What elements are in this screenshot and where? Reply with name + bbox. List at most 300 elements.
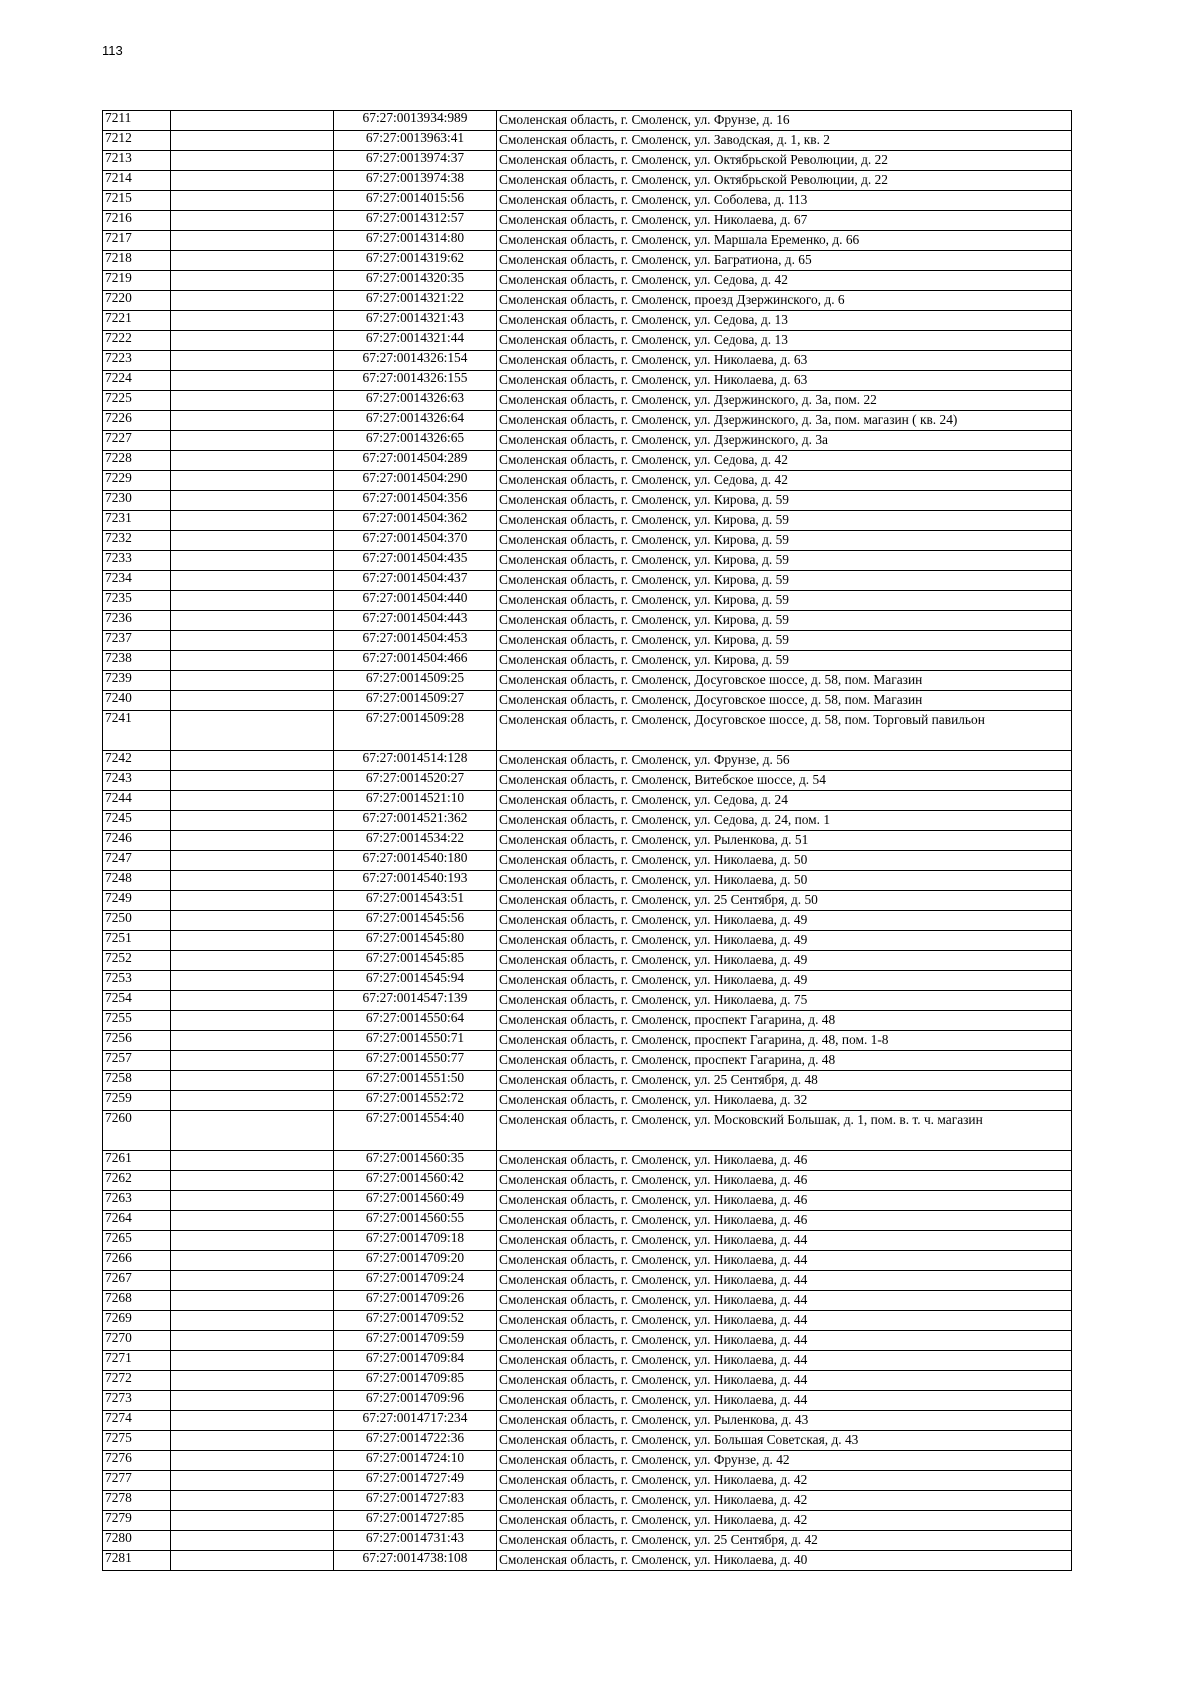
address-cell <box>497 1011 1072 1031</box>
empty-cell <box>171 391 334 411</box>
table-row <box>103 1491 1072 1511</box>
table-row <box>103 771 1072 791</box>
empty-cell <box>171 331 334 351</box>
cadastral-number-cell: 67:27:0014552:72 <box>334 1091 497 1111</box>
table-row <box>103 1111 1072 1151</box>
address-text: Смоленская область, г. Смоленск, ул. Московский Большак, д. 1, пом. в. т. ч. магазин <box>499 1112 983 1127</box>
cadastral-number-cell: 67:27:0014504:437 <box>334 571 497 591</box>
empty-cell <box>171 1171 334 1191</box>
cadastral-number-cell: 67:27:0014504:290 <box>334 471 497 491</box>
address-text: Смоленская область, г. Смоленск, ул. Большая Советская, д. 43 <box>499 1432 859 1447</box>
empty-cell <box>171 211 334 231</box>
address-cell <box>497 871 1072 891</box>
address-cell <box>497 1171 1072 1191</box>
address-cell <box>497 1431 1072 1451</box>
address-cell <box>497 891 1072 911</box>
empty-cell <box>171 691 334 711</box>
table-row <box>103 1351 1072 1371</box>
table-row <box>103 111 1072 131</box>
cadastral-number-cell: 67:27:0014709:96 <box>334 1391 497 1411</box>
empty-cell <box>171 471 334 491</box>
table-row <box>103 1171 1072 1191</box>
empty-cell <box>171 291 334 311</box>
empty-cell <box>171 1091 334 1111</box>
address-cell <box>497 611 1072 631</box>
address-cell <box>497 1451 1072 1471</box>
cadastral-number-cell: 67:27:0013934:989 <box>334 111 497 131</box>
cadastral-number-cell: 67:27:0013974:38 <box>334 171 497 191</box>
row-number-cell: 7222 <box>103 331 171 351</box>
address-cell <box>497 811 1072 831</box>
empty-cell <box>171 1391 334 1411</box>
address-text: Смоленская область, г. Смоленск, ул. Николаева, д. 44 <box>499 1372 808 1387</box>
property-registry-table <box>102 110 1072 1571</box>
row-number-cell: 7217 <box>103 231 171 251</box>
empty-cell <box>171 811 334 831</box>
row-number-cell: 7260 <box>103 1111 171 1151</box>
row-number-cell: 7266 <box>103 1251 171 1271</box>
empty-cell <box>171 951 334 971</box>
cadastral-number-cell: 67:27:0014709:24 <box>334 1271 497 1291</box>
row-number-cell: 7253 <box>103 971 171 991</box>
empty-cell <box>171 551 334 571</box>
address-cell <box>497 1351 1072 1371</box>
table-row <box>103 1511 1072 1531</box>
cadastral-number-cell: 67:27:0014540:193 <box>334 871 497 891</box>
row-number-cell: 7230 <box>103 491 171 511</box>
empty-cell <box>171 231 334 251</box>
empty-cell <box>171 1211 334 1231</box>
address-text: Смоленская область, г. Смоленск, Витебское шоссе, д. 54 <box>499 772 826 787</box>
empty-cell <box>171 1191 334 1211</box>
table-row <box>103 1091 1072 1111</box>
row-number-cell: 7241 <box>103 711 171 751</box>
address-text: Смоленская область, г. Смоленск, ул. Николаева, д. 63 <box>499 352 808 367</box>
address-cell <box>497 791 1072 811</box>
row-number-cell: 7269 <box>103 1311 171 1331</box>
row-number-cell: 7271 <box>103 1351 171 1371</box>
empty-cell <box>171 991 334 1011</box>
row-number-cell: 7218 <box>103 251 171 271</box>
empty-cell <box>171 631 334 651</box>
table-row <box>103 1211 1072 1231</box>
address-cell <box>497 1471 1072 1491</box>
empty-cell <box>171 1511 334 1531</box>
empty-cell <box>171 1531 334 1551</box>
table-row <box>103 1371 1072 1391</box>
address-cell <box>497 931 1072 951</box>
address-cell <box>497 271 1072 291</box>
row-number-cell: 7252 <box>103 951 171 971</box>
address-text: Смоленская область, г. Смоленск, ул. Николаева, д. 50 <box>499 872 808 887</box>
cadastral-number-cell: 67:27:0013963:41 <box>334 131 497 151</box>
address-text: Смоленская область, г. Смоленск, ул. Багратиона, д. 65 <box>499 252 812 267</box>
empty-cell <box>171 771 334 791</box>
empty-cell <box>171 571 334 591</box>
address-text: Смоленская область, г. Смоленск, ул. Маршала Еременко, д. 66 <box>499 232 860 247</box>
address-cell <box>497 1091 1072 1111</box>
cadastral-number-cell: 67:27:0014504:453 <box>334 631 497 651</box>
address-text: Смоленская область, г. Смоленск, ул. Николаева, д. 46 <box>499 1192 808 1207</box>
empty-cell <box>171 611 334 631</box>
cadastral-number-cell: 67:27:0014509:25 <box>334 671 497 691</box>
empty-cell <box>171 451 334 471</box>
address-text: Смоленская область, г. Смоленск, ул. Николаева, д. 50 <box>499 852 808 867</box>
empty-cell <box>171 871 334 891</box>
table-row <box>103 551 1072 571</box>
row-number-cell: 7258 <box>103 1071 171 1091</box>
address-text: Смоленская область, г. Смоленск, ул. Фрунзе, д. 56 <box>499 752 790 767</box>
table-row <box>103 651 1072 671</box>
address-text: Смоленская область, г. Смоленск, ул. Кирова, д. 59 <box>499 552 790 567</box>
row-number-cell: 7221 <box>103 311 171 331</box>
empty-cell <box>171 431 334 451</box>
address-text: Смоленская область, г. Смоленск, ул. Кирова, д. 59 <box>499 572 790 587</box>
table-row <box>103 491 1072 511</box>
cadastral-number-cell: 67:27:0014560:42 <box>334 1171 497 1191</box>
row-number-cell: 7276 <box>103 1451 171 1471</box>
empty-cell <box>171 1371 334 1391</box>
address-text: Смоленская область, г. Смоленск, ул. Николаева, д. 44 <box>499 1392 808 1407</box>
empty-cell <box>171 1071 334 1091</box>
cadastral-number-cell: 67:27:0014550:71 <box>334 1031 497 1051</box>
cadastral-number-cell: 67:27:0014326:154 <box>334 351 497 371</box>
empty-cell <box>171 791 334 811</box>
table-row <box>103 251 1072 271</box>
row-number-cell: 7216 <box>103 211 171 231</box>
row-number-cell: 7239 <box>103 671 171 691</box>
table-row <box>103 1391 1072 1411</box>
cadastral-number-cell: 67:27:0014320:35 <box>334 271 497 291</box>
cadastral-number-cell: 67:27:0014547:139 <box>334 991 497 1011</box>
address-cell <box>497 851 1072 871</box>
table-row <box>103 1191 1072 1211</box>
empty-cell <box>171 171 334 191</box>
cadastral-number-cell: 67:27:0014520:27 <box>334 771 497 791</box>
row-number-cell: 7254 <box>103 991 171 1011</box>
table-row <box>103 1271 1072 1291</box>
address-cell <box>497 331 1072 351</box>
address-text: Смоленская область, г. Смоленск, ул. Николаева, д. 42 <box>499 1512 808 1527</box>
row-number-cell: 7228 <box>103 451 171 471</box>
table-row <box>103 471 1072 491</box>
table-row <box>103 211 1072 231</box>
address-cell <box>497 1491 1072 1511</box>
cadastral-number-cell: 67:27:0014709:85 <box>334 1371 497 1391</box>
cadastral-number-cell: 67:27:0014326:65 <box>334 431 497 451</box>
table-row <box>103 851 1072 871</box>
address-cell <box>497 311 1072 331</box>
cadastral-number-cell: 67:27:0014722:36 <box>334 1431 497 1451</box>
row-number-cell: 7272 <box>103 1371 171 1391</box>
address-text: Смоленская область, г. Смоленск, ул. Кирова, д. 59 <box>499 592 790 607</box>
address-text: Смоленская область, г. Смоленск, ул. Николаева, д. 44 <box>499 1312 808 1327</box>
row-number-cell: 7234 <box>103 571 171 591</box>
address-cell <box>497 151 1072 171</box>
empty-cell <box>171 1051 334 1071</box>
cadastral-number-cell: 67:27:0014550:64 <box>334 1011 497 1031</box>
address-text: Смоленская область, г. Смоленск, ул. Фрунзе, д. 42 <box>499 1452 790 1467</box>
row-number-cell: 7243 <box>103 771 171 791</box>
row-number-cell: 7262 <box>103 1171 171 1191</box>
row-number-cell: 7256 <box>103 1031 171 1051</box>
address-cell <box>497 691 1072 711</box>
row-number-cell: 7224 <box>103 371 171 391</box>
empty-cell <box>171 111 334 131</box>
empty-cell <box>171 311 334 331</box>
table-row <box>103 1071 1072 1091</box>
address-cell <box>497 1111 1072 1151</box>
row-number-cell: 7226 <box>103 411 171 431</box>
address-text: Смоленская область, г. Смоленск, проезд Дзержинского, д. 6 <box>499 292 845 307</box>
address-text: Смоленская область, г. Смоленск, проспект Гагарина, д. 48 <box>499 1012 836 1027</box>
address-text: Смоленская область, г. Смоленск, ул. Николаева, д. 32 <box>499 1092 808 1107</box>
table-row <box>103 931 1072 951</box>
table-row <box>103 151 1072 171</box>
address-text: Смоленская область, г. Смоленск, проспект Гагарина, д. 48 <box>499 1052 836 1067</box>
empty-cell <box>171 1351 334 1371</box>
row-number-cell: 7240 <box>103 691 171 711</box>
address-cell <box>497 511 1072 531</box>
table-row <box>103 1011 1072 1031</box>
address-text: Смоленская область, г. Смоленск, ул. Николаева, д. 46 <box>499 1172 808 1187</box>
empty-cell <box>171 911 334 931</box>
address-text: Смоленская область, г. Смоленск, ул. Кирова, д. 59 <box>499 612 790 627</box>
address-cell <box>497 131 1072 151</box>
address-cell <box>497 551 1072 571</box>
cadastral-number-cell: 67:27:0014738:108 <box>334 1551 497 1571</box>
address-text: Смоленская область, г. Смоленск, ул. Кирова, д. 59 <box>499 492 790 507</box>
empty-cell <box>171 1431 334 1451</box>
row-number-cell: 7215 <box>103 191 171 211</box>
empty-cell <box>171 1411 334 1431</box>
address-text: Смоленская область, г. Смоленск, ул. Николаева, д. 75 <box>499 992 808 1007</box>
row-number-cell: 7214 <box>103 171 171 191</box>
cadastral-number-cell: 67:27:0014554:40 <box>334 1111 497 1151</box>
address-cell <box>497 1371 1072 1391</box>
cadastral-number-cell: 67:27:0014545:80 <box>334 931 497 951</box>
cadastral-number-cell: 67:27:0014550:77 <box>334 1051 497 1071</box>
table-row <box>103 531 1072 551</box>
cadastral-number-cell: 67:27:0014727:49 <box>334 1471 497 1491</box>
empty-cell <box>171 1231 334 1251</box>
address-cell <box>497 1051 1072 1071</box>
empty-cell <box>171 271 334 291</box>
table-row <box>103 411 1072 431</box>
address-text: Смоленская область, г. Смоленск, ул. Николаева, д. 44 <box>499 1252 808 1267</box>
address-cell <box>497 651 1072 671</box>
table-row <box>103 1251 1072 1271</box>
cadastral-number-cell: 67:27:0014551:50 <box>334 1071 497 1091</box>
address-text: Смоленская область, г. Смоленск, ул. Кирова, д. 59 <box>499 512 790 527</box>
row-number-cell: 7255 <box>103 1011 171 1031</box>
empty-cell <box>171 531 334 551</box>
table-row <box>103 1051 1072 1071</box>
address-cell <box>497 1311 1072 1331</box>
address-cell <box>497 991 1072 1011</box>
address-text: Смоленская область, г. Смоленск, Досуговское шоссе, д. 58, пом. Магазин <box>499 672 923 687</box>
row-number-cell: 7274 <box>103 1411 171 1431</box>
empty-cell <box>171 1031 334 1051</box>
row-number-cell: 7259 <box>103 1091 171 1111</box>
address-text: Смоленская область, г. Смоленск, ул. Седова, д. 13 <box>499 332 788 347</box>
row-number-cell: 7242 <box>103 751 171 771</box>
address-text: Смоленская область, г. Смоленск, ул. 25 Сентября, д. 42 <box>499 1532 818 1547</box>
empty-cell <box>171 591 334 611</box>
table-row <box>103 451 1072 471</box>
table-row <box>103 791 1072 811</box>
table-row <box>103 991 1072 1011</box>
address-text: Смоленская область, г. Смоленск, ул. Кирова, д. 59 <box>499 652 790 667</box>
row-number-cell: 7232 <box>103 531 171 551</box>
address-text: Смоленская область, г. Смоленск, ул. Октябрьской Революции, д. 22 <box>499 152 888 167</box>
address-text: Смоленская область, г. Смоленск, ул. Николаева, д. 49 <box>499 912 808 927</box>
address-cell <box>497 951 1072 971</box>
address-text: Смоленская область, г. Смоленск, ул. Октябрьской Революции, д. 22 <box>499 172 888 187</box>
address-text: Смоленская область, г. Смоленск, ул. 25 Сентября, д. 50 <box>499 892 818 907</box>
empty-cell <box>171 151 334 171</box>
empty-cell <box>171 971 334 991</box>
address-text: Смоленская область, г. Смоленск, ул. Заводская, д. 1, кв. 2 <box>499 132 830 147</box>
table-row <box>103 271 1072 291</box>
address-cell <box>497 751 1072 771</box>
page-number: 113 <box>102 43 123 58</box>
address-text: Смоленская область, г. Смоленск, ул. Николаева, д. 42 <box>499 1472 808 1487</box>
address-text: Смоленская область, г. Смоленск, ул. Дзержинского, д. 3а, пом. магазин ( кв. 24) <box>499 412 958 427</box>
row-number-cell: 7275 <box>103 1431 171 1451</box>
cadastral-number-cell: 67:27:0014727:85 <box>334 1511 497 1531</box>
address-text: Смоленская область, г. Смоленск, Досуговское шоссе, д. 58, пом. Торговый павильон <box>499 712 985 727</box>
cadastral-number-cell: 67:27:0014321:44 <box>334 331 497 351</box>
address-text: Смоленская область, г. Смоленск, проспект Гагарина, д. 48, пом. 1-8 <box>499 1032 889 1047</box>
table-row <box>103 911 1072 931</box>
row-number-cell: 7225 <box>103 391 171 411</box>
cadastral-number-cell: 67:27:0014326:63 <box>334 391 497 411</box>
row-number-cell: 7246 <box>103 831 171 851</box>
cadastral-number-cell: 67:27:0014312:57 <box>334 211 497 231</box>
cadastral-number-cell: 67:27:0014724:10 <box>334 1451 497 1471</box>
row-number-cell: 7267 <box>103 1271 171 1291</box>
table-row <box>103 311 1072 331</box>
cadastral-number-cell: 67:27:0014504:362 <box>334 511 497 531</box>
address-text: Смоленская область, г. Смоленск, ул. Николаева, д. 44 <box>499 1332 808 1347</box>
address-text: Смоленская область, г. Смоленск, ул. Николаева, д. 44 <box>499 1292 808 1307</box>
address-cell <box>497 291 1072 311</box>
cadastral-number-cell: 67:27:0014534:22 <box>334 831 497 851</box>
address-text: Смоленская область, г. Смоленск, ул. Седова, д. 42 <box>499 472 788 487</box>
address-cell <box>497 911 1072 931</box>
address-text: Смоленская область, г. Смоленск, ул. Кирова, д. 59 <box>499 632 790 647</box>
cadastral-number-cell: 67:27:0014504:356 <box>334 491 497 511</box>
row-number-cell: 7270 <box>103 1331 171 1351</box>
row-number-cell: 7220 <box>103 291 171 311</box>
address-cell <box>497 1531 1072 1551</box>
address-text: Смоленская область, г. Смоленск, ул. Николаева, д. 67 <box>499 212 808 227</box>
row-number-cell: 7237 <box>103 631 171 651</box>
table-row <box>103 1311 1072 1331</box>
row-number-cell: 7264 <box>103 1211 171 1231</box>
address-text: Смоленская область, г. Смоленск, ул. Николаева, д. 46 <box>499 1212 808 1227</box>
table-row <box>103 371 1072 391</box>
empty-cell <box>171 1151 334 1171</box>
empty-cell <box>171 491 334 511</box>
table-row <box>103 1331 1072 1351</box>
row-number-cell: 7257 <box>103 1051 171 1071</box>
table-row <box>103 1151 1072 1171</box>
table-row <box>103 1231 1072 1251</box>
address-text: Смоленская область, г. Смоленск, ул. Николаева, д. 46 <box>499 1152 808 1167</box>
cadastral-number-cell: 67:27:0014319:62 <box>334 251 497 271</box>
cadastral-number-cell: 67:27:0014321:43 <box>334 311 497 331</box>
row-number-cell: 7231 <box>103 511 171 531</box>
address-text: Смоленская область, г. Смоленск, ул. Рыленкова, д. 51 <box>499 832 809 847</box>
empty-cell <box>171 1011 334 1031</box>
registry-table-body <box>103 111 1072 1571</box>
table-row <box>103 391 1072 411</box>
row-number-cell: 7247 <box>103 851 171 871</box>
empty-cell <box>171 711 334 751</box>
row-number-cell: 7223 <box>103 351 171 371</box>
row-number-cell: 7248 <box>103 871 171 891</box>
table-row <box>103 431 1072 451</box>
address-text: Смоленская область, г. Смоленск, ул. Соболева, д. 113 <box>499 192 808 207</box>
table-row <box>103 1031 1072 1051</box>
table-row <box>103 1551 1072 1571</box>
row-number-cell: 7251 <box>103 931 171 951</box>
empty-cell <box>171 1491 334 1511</box>
address-text: Смоленская область, г. Смоленск, ул. Николаева, д. 44 <box>499 1352 808 1367</box>
cadastral-number-cell: 67:27:0014545:94 <box>334 971 497 991</box>
address-cell <box>497 491 1072 511</box>
empty-cell <box>171 371 334 391</box>
row-number-cell: 7277 <box>103 1471 171 1491</box>
cadastral-number-cell: 67:27:0014326:155 <box>334 371 497 391</box>
address-cell <box>497 471 1072 491</box>
address-cell <box>497 451 1072 471</box>
cadastral-number-cell: 67:27:0014540:180 <box>334 851 497 871</box>
address-cell <box>497 831 1072 851</box>
address-cell <box>497 351 1072 371</box>
address-cell <box>497 711 1072 751</box>
cadastral-number-cell: 67:27:0014514:128 <box>334 751 497 771</box>
cadastral-number-cell: 67:27:0014321:22 <box>334 291 497 311</box>
cadastral-number-cell: 67:27:0013974:37 <box>334 151 497 171</box>
table-row <box>103 1531 1072 1551</box>
address-cell <box>497 1411 1072 1431</box>
empty-cell <box>171 751 334 771</box>
table-row <box>103 711 1072 751</box>
address-text: Смоленская область, г. Смоленск, ул. Седова, д. 13 <box>499 312 788 327</box>
cadastral-number-cell: 67:27:0014709:84 <box>334 1351 497 1371</box>
table-row <box>103 751 1072 771</box>
row-number-cell: 7213 <box>103 151 171 171</box>
table-row <box>103 171 1072 191</box>
address-cell <box>497 1331 1072 1351</box>
empty-cell <box>171 1471 334 1491</box>
address-cell <box>497 231 1072 251</box>
empty-cell <box>171 831 334 851</box>
row-number-cell: 7236 <box>103 611 171 631</box>
empty-cell <box>171 1311 334 1331</box>
table-row <box>103 951 1072 971</box>
address-cell <box>497 771 1072 791</box>
address-cell <box>497 251 1072 271</box>
row-number-cell: 7280 <box>103 1531 171 1551</box>
row-number-cell: 7227 <box>103 431 171 451</box>
empty-cell <box>171 1551 334 1571</box>
address-text: Смоленская область, г. Смоленск, ул. Николаева, д. 49 <box>499 952 808 967</box>
address-cell <box>497 1031 1072 1051</box>
